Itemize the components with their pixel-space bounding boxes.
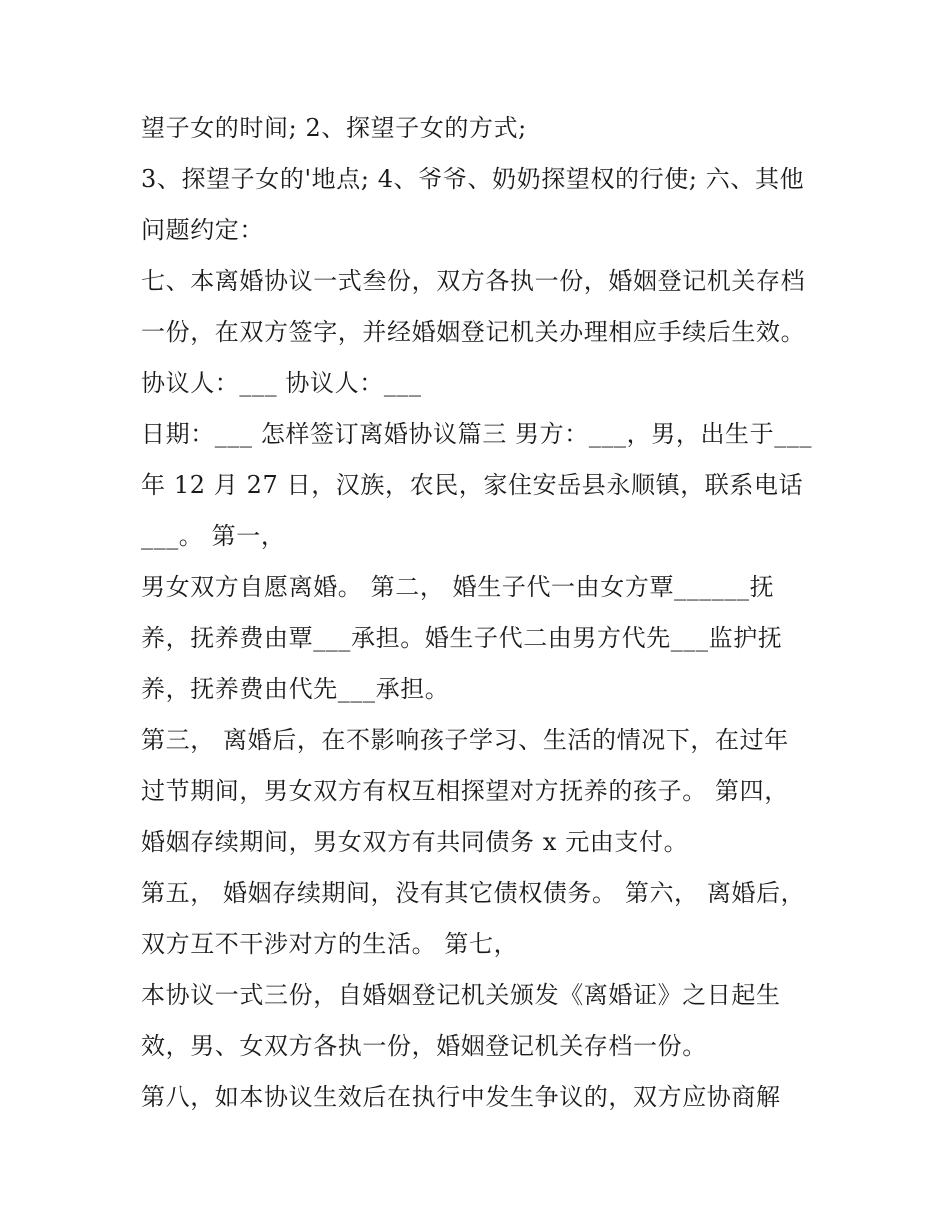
text-line: ___。 第一， xyxy=(141,522,286,550)
text-line: 男女双方自愿离婚。 第二， 婚生子代一由女方覃______抚 xyxy=(141,573,775,601)
text-line: 过节期间，男女双方有权互相探望对方抚养的孩子。 第四， xyxy=(141,777,789,805)
text-line: 婚姻存续期间，男女双方有共同债务 x 元由支付。 xyxy=(141,828,689,856)
text-line: 年 12 月 27 日，汉族，农民，家住安岳县永顺镇，联系电话 xyxy=(141,471,804,499)
text-line: 一份，在双方签字，并经婚姻登记机关办理相应手续后生效。 xyxy=(141,318,806,346)
text-line: 望子女的时间; 2、探望子女的方式; xyxy=(141,114,527,142)
text-line: 效，男、女双方各执一份，婚姻登记机关存档一份。 xyxy=(141,1032,707,1060)
text-line: 第三， 离婚后，在不影响孩子学习、生活的情况下，在过年 xyxy=(141,726,789,754)
text-line: 第八，如本协议生效后在执行中发生争议的，双方应协商解 xyxy=(141,1083,781,1111)
text-line: 3、探望子女的'地点; 4、爷爷、奶奶探望权的行使; 六、其他 xyxy=(141,165,805,193)
text-line: 协议人：___ 协议人：___ xyxy=(141,369,422,397)
text-line: 双方互不干涉对方的生活。 第七， xyxy=(141,930,519,958)
text-line: 养，抚养费由代先___承担。 xyxy=(141,675,450,703)
text-line: 日期：___ 怎样签订离婚协议篇三 男方：___，男，出生于___ xyxy=(141,420,813,448)
text-line: 七、本离婚协议一式叁份，双方各执一份，婚姻登记机关存档 xyxy=(141,267,806,295)
text-line: 本协议一式三份，自婚姻登记机关颁发《离婚证》之日起生 xyxy=(141,981,781,1009)
text-line: 养，抚养费由覃___承担。婚生子代二由男方代先___监护抚 xyxy=(141,624,783,652)
text-line: 问题约定： xyxy=(141,216,264,244)
text-line: 第五， 婚姻存续期间，没有其它债权债务。 第六， 离婚后， xyxy=(141,879,806,907)
